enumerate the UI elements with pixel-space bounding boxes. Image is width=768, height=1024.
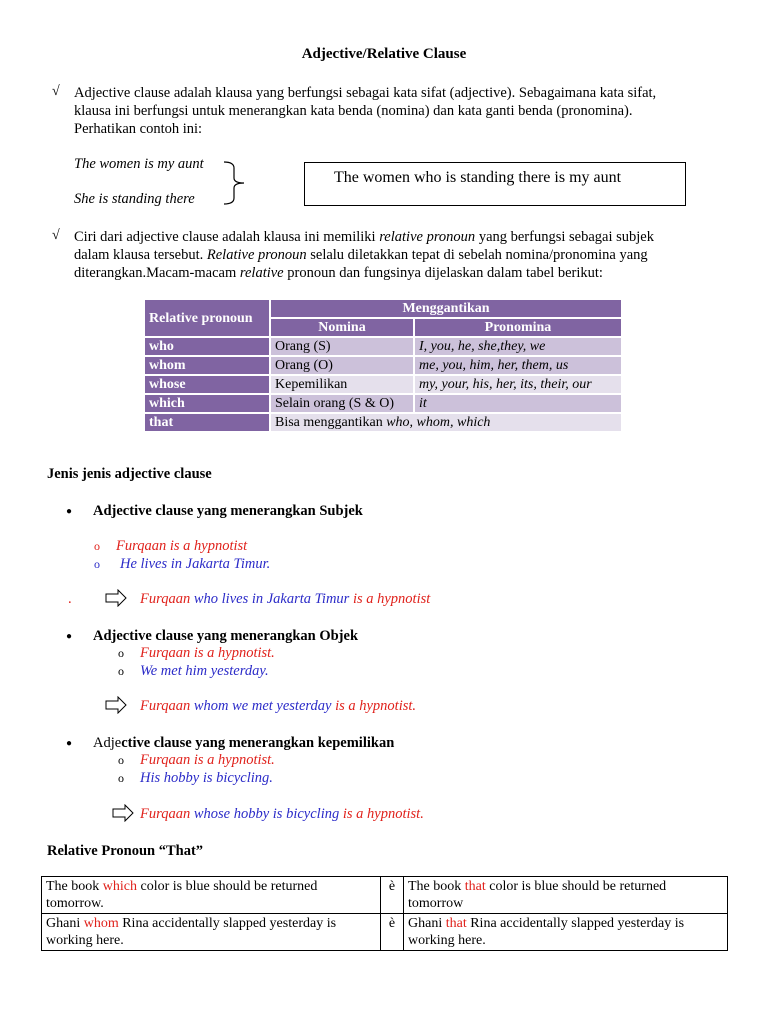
subsection-heading: Adjective clause yang menerangkan kepemilikan: [93, 735, 395, 751]
bullet-icon: ●: [66, 506, 73, 517]
arrow-glyph: è: [381, 877, 404, 914]
table-row: which Selain orang (S & O) it: [145, 395, 621, 412]
example-line: He lives in Jakarta Timur.: [120, 556, 271, 572]
table-row: that Bisa menggantikan who, whom, which: [145, 414, 621, 431]
example-sentence-2: She is standing there: [74, 191, 195, 207]
circle-bullet-icon: o: [118, 664, 124, 678]
circle-bullet-icon: o: [118, 771, 124, 785]
result-sentence: Furqaan who lives in Jakarta Timur is a hypnotist: [140, 591, 431, 607]
combined-sentence-box: The women who is standing there is my aunt: [304, 162, 686, 206]
section-heading: Relative Pronoun “That”: [47, 843, 204, 859]
table-row: whose Kepemilikan my, your, his, her, its, their, our: [145, 376, 621, 393]
section-heading: Jenis jenis adjective clause: [47, 466, 212, 482]
page-title: Adjective/Relative Clause: [301, 46, 467, 62]
header-relative-pronoun: Relative pronoun: [145, 300, 269, 336]
example-line: Furqaan is a hypnotist.: [140, 645, 275, 661]
result-sentence: Furqaan whom we met yesterday is a hypnotist.: [140, 698, 417, 714]
circle-bullet-icon: o: [118, 646, 124, 660]
circle-bullet-icon: o: [118, 753, 124, 767]
that-comparison-table: [41, 876, 728, 951]
example-line: His hobby is bicycling.: [140, 770, 273, 786]
example-sentence-1: The women is my aunt: [74, 156, 204, 172]
example-line: Furqaan is a hypnotist: [116, 538, 248, 554]
definition-paragraph: Ciri dari adjective clause adalah klausa ini memiliki relative pronoun yang berfungsi sebagai subjek dalam klausa tersebut. Relative pronoun selalu diletakkan tepat di sebelah nomina/pronomina yang diterangkan.Macam-macam relative pronoun dan fungsinya dijelaskan dalam tabel berikut:: [74, 229, 654, 281]
intro-paragraph: Adjective clause adalah klausa yang berfungsi sebagai kata sifat (adjective). Sebagaimana kata sifat, klausa ini berfungsi untuk menerangkan kata benda (nomina) dan kata ganti benda (pronomina). Perhatikan contoh ini:: [74, 85, 657, 137]
arrow-right-icon: [112, 804, 134, 822]
bullet-icon: ●: [66, 631, 73, 642]
example-line: We met him yesterday.: [140, 663, 269, 679]
header-nomina: Nomina: [271, 319, 413, 336]
table-row: who Orang (S) I, you, he, she,they, we: [145, 338, 621, 355]
table-row: whom Orang (O) me, you, him, her, them, us: [145, 357, 621, 374]
bullet-icon: ●: [66, 738, 73, 749]
arrow-glyph: è: [381, 914, 404, 951]
subsection-heading: Adjective clause yang menerangkan Subjek: [93, 503, 363, 519]
table-row: Ghani whom Rina accidentally slapped yesterday is working here. è Ghani that Rina accidentally slapped yesterday is working here.: [42, 914, 728, 951]
header-pronomina: Pronomina: [415, 319, 621, 336]
relative-pronoun-table: [143, 298, 623, 433]
example-line: Furqaan is a hypnotist.: [140, 752, 275, 768]
dot-marker: .: [68, 591, 72, 607]
check-mark-icon: √: [52, 84, 60, 99]
arrow-right-icon: [105, 589, 127, 607]
check-mark-icon: √: [52, 228, 60, 243]
result-sentence: Furqaan whose hobby is bicycling is a hypnotist.: [140, 806, 424, 822]
subsection-heading: Adjective clause yang menerangkan Objek: [93, 628, 359, 644]
curly-brace-icon: [222, 158, 254, 208]
header-menggantikan: Menggantikan: [271, 300, 621, 317]
table-row: The book which color is blue should be returned tomorrow. è The book that color is blue should be returned tomorrow: [42, 877, 728, 914]
arrow-right-icon: [105, 696, 127, 714]
circle-bullet-icon: o: [94, 539, 100, 553]
circle-bullet-icon: o: [94, 557, 100, 571]
